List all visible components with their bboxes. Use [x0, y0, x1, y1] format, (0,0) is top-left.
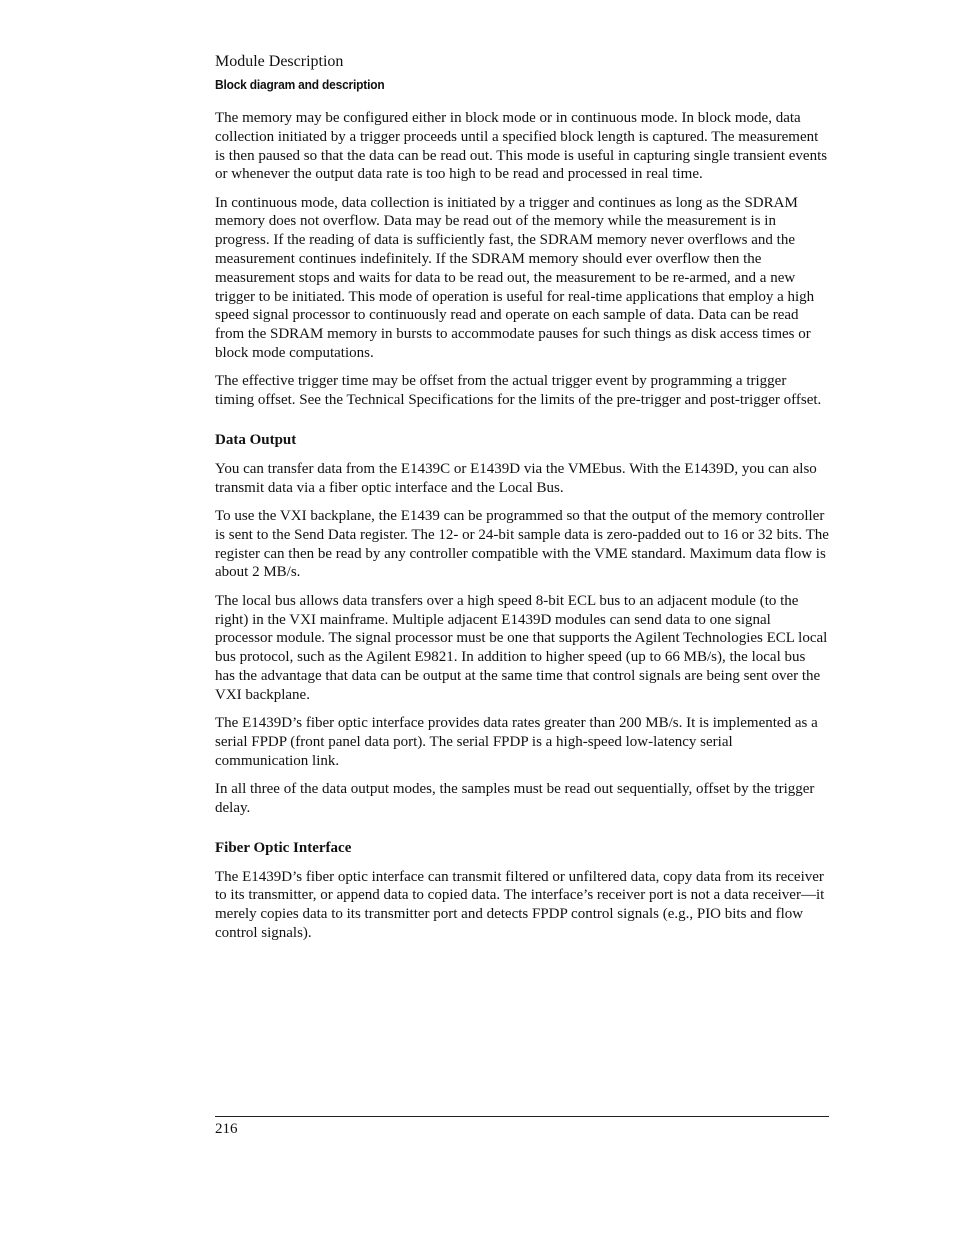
footer-divider — [215, 1116, 829, 1117]
paragraph-trigger-offset: The effective trigger time may be offset from the actual trigger event by programming a trigger timing offset. See the Technical Specifications for the limits of the pre-trigger and post-trigger offset. — [215, 373, 822, 409]
paragraph-block-mode: The memory may be configured either in block mode or in continuous mode. In block mode, data collection initiated by a trigger proceeds until a specified block length is captured. The measurement is then paused so that the data can be read out. This mode is useful in capturing single transient events or whenever the output data rate is too high to be read and processed in real time. — [215, 110, 828, 183]
page-number: 216 — [215, 1121, 238, 1137]
document-page — [215, 52, 829, 952]
document-body — [215, 109, 829, 943]
section-heading-data-output: Data Output — [215, 431, 297, 448]
paragraph-continuous-mode: In continuous mode, data collection is initiated by a trigger and continues as long as the SDRAM memory does not overflow. Data may be read out of the memory while the measurement is in progress. If the reading of data is sufficiently fast, the SDRAM memory never overflows and the measurement continues indefinitely. If the SDRAM memory should ever overflow then the measurement stops and waits for data to be read out, the measurement to be re-armed, and a new trigger to be initiated. This mode of operation is useful for real-time applications that employ a high speed signal processor to continuously read and operate on each sample of data. Data can be read from the SDRAM memory in bursts to accommodate pauses for such things as disk access times or block mode computations. — [215, 194, 815, 362]
paragraph-fiber-optic-interface: The E1439D’s fiber optic interface can transmit filtered or unfiltered data, copy data from its receiver to its transmitter, or append data to copied data. The interface’s receiver port is not a data receiver—it merely copies data to its transmitter port and detects FPDP control signals (e.g., PIO bits and flow control signals). — [215, 868, 825, 941]
section-heading-fiber-optic-interface: Fiber Optic Interface — [215, 839, 352, 856]
paragraph-data-output-sequential: In all three of the data output modes, the samples must be read out sequentially, offset by the trigger delay. — [215, 780, 815, 816]
running-header-subtitle: Block diagram and description — [215, 77, 385, 92]
paragraph-data-output-fiber-optic: The E1439D’s fiber optic interface provides data rates greater than 200 MB/s. It is implemented as a serial FPDP (front panel data port). The serial FPDP is a high-speed low-latency serial communication link. — [215, 715, 818, 769]
running-header-title: Module Description — [215, 53, 344, 70]
paragraph-data-output-local-bus: The local bus allows data transfers over a high speed 8-bit ECL bus to an adjacent module (to the right) in the VXI mainframe. Multiple adjacent E1439D modules can send data to one signal processor module. The signal processor must be one that supports the Agilent Technologies ECL local bus protocol, such as the Agilent E9821. In addition to higher speed (up to 66 MB/s), the local bus has the advantage that data can be output at the same time that control signals are being sent over the VXI backplane. — [215, 592, 828, 703]
paragraph-data-output-vxi-backplane: To use the VXI backplane, the E1439 can be programmed so that the output of the memory controller is sent to the Send Data register. The 12- or 24-bit sample data is zero-padded out to 16 or 32 bits. The register can then be read by any controller compatible with the VME standard. Maximum data flow is about 2 MB/s. — [215, 508, 829, 581]
paragraph-data-output-vmebus: You can transfer data from the E1439C or E1439D via the VMEbus. With the E1439D, you can also transmit data via a fiber optic interface and the Local Bus. — [215, 460, 817, 496]
